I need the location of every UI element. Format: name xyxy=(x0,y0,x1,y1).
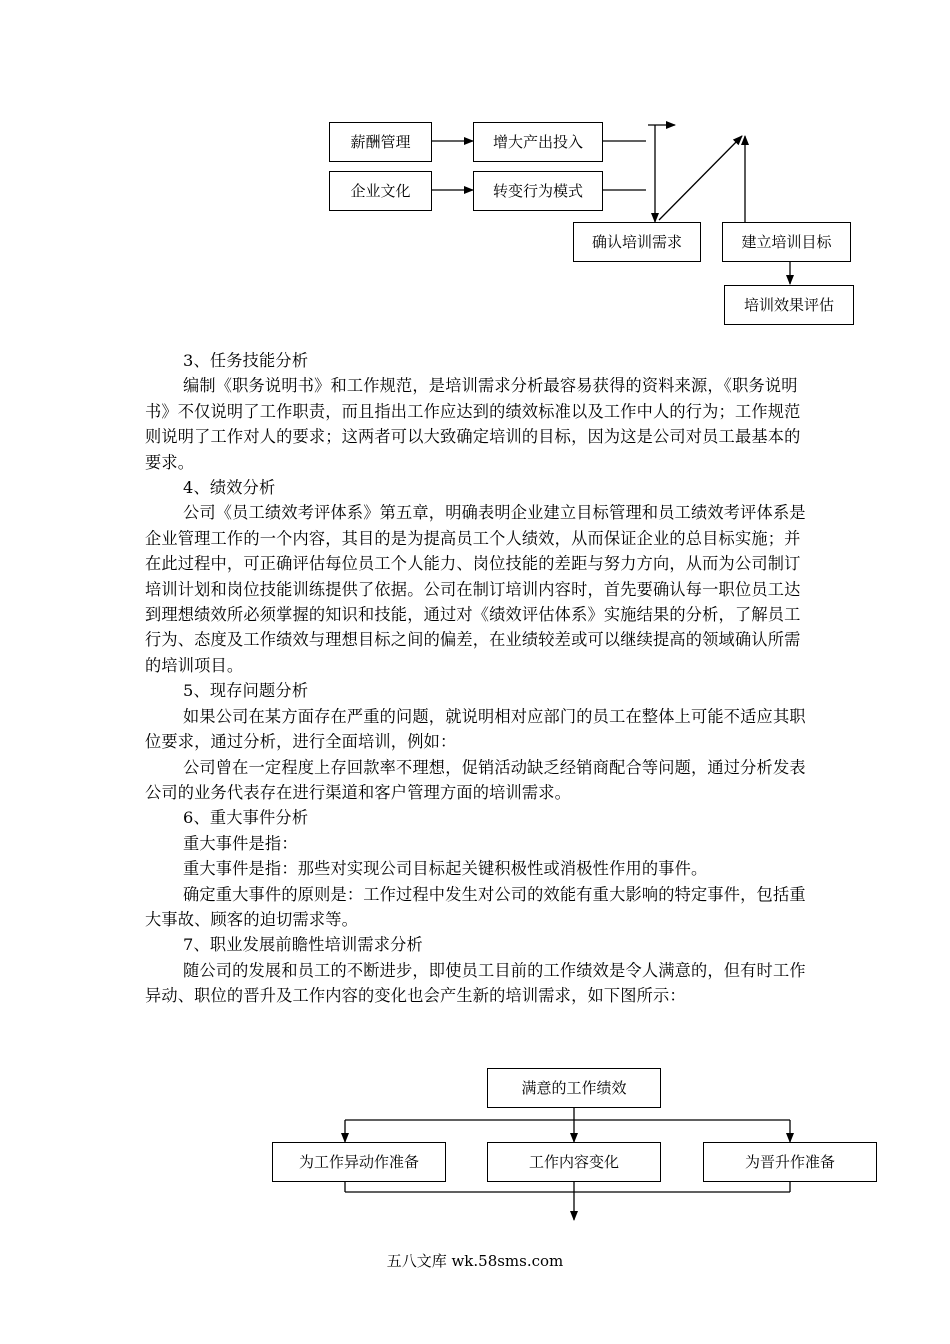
box-xinchou xyxy=(329,122,432,162)
box-job-change xyxy=(272,1142,446,1182)
box-touru xyxy=(473,122,603,162)
paragraph: 编制《职务说明书》和工作规范，是培训需求分析最容易获得的资料来源，《职务说明书》不仅说明了工作职责，而且指出工作应达到的绩效标准以及工作中人的行为；工作规范则说明了工作对人的要求；这两者可以大致确定培训的目标，因为这是公司对员工最基本的要求。 xyxy=(145,376,801,472)
heading-career: 7、职业发展前瞻性培训需求分析 xyxy=(183,935,423,955)
paragraph: 如果公司在某方面存在严重的问题，就说明相对应部门的员工在整体上可能不适应其职位要求，通过分析，进行全面培训，例如： xyxy=(145,706,806,752)
arrow-diagonal xyxy=(659,136,742,220)
paragraph: 随公司的发展和员工的不断进步，即使员工目前的工作绩效是令人满意的，但有时工作异动、职位的晋升及工作内容的变化也会产生新的培训需求，如下图所示： xyxy=(145,960,806,1006)
box-xiaoguo xyxy=(724,285,854,325)
box-mubiao-label: 建立培训目标 xyxy=(741,233,832,251)
box-xiaoguo-label: 培训效果评估 xyxy=(743,296,834,314)
box-promotion-label: 为晋升作准备 xyxy=(744,1153,835,1171)
footer-watermark: 五八文库 wk.58sms.com xyxy=(386,1252,564,1270)
paragraph: 重大事件是指：那些对实现公司目标起关键积极性或消极性作用的事件。 xyxy=(183,859,708,879)
box-xuqiu xyxy=(573,222,701,262)
heading-task-skill: 3、任务技能分析 xyxy=(183,351,309,370)
paragraph: 公司曾在一定程度上存回款率不理想，促销活动缺乏经销商配合等问题，通过分析发表公司的业务代表存在进行渠道和客户管理方面的培训需求。 xyxy=(145,757,806,802)
box-satisfied xyxy=(487,1068,661,1108)
paragraph: 公司《员工绩效考评体系》第五章，明确表明企业建立目标管理和员工绩效考评体系是企业管理工作的一个内容，其目的是为提高员工个人绩效，从而保证企业的总目标实施；并在此过程中，可正确评估每位员工个人能力、岗位技能的差距与努力方向，从而为公司制订培训计划和岗位技能训练提供了依据。公司在制订培训内容时，首先要确认每一职位员工达到理想绩效所必须掌握的知识和技能，通过对《绩效评估体系》实施结果的分析，了解员工行为、态度及工作绩效与理想目标之间的偏差，在业绩较差或可以继续提高的领域确认所需的培训项目。 xyxy=(145,503,806,675)
heading-major-events: 6、重大事件分析 xyxy=(183,808,309,828)
box-promotion xyxy=(703,1142,877,1182)
box-wenhua xyxy=(329,171,432,211)
heading-performance: 4、绩效分析 xyxy=(183,478,276,498)
box-satisfied-label: 满意的工作绩效 xyxy=(521,1079,627,1097)
body-text xyxy=(145,348,810,1009)
heading-problems: 5、现存问题分析 xyxy=(183,681,309,701)
paragraph: 确定重大事件的原则是：工作过程中发生对公司的效能有重大影响的特定事件，包括重大事故、顾客的迫切需求等。 xyxy=(145,884,806,929)
box-xinchou-label: 薪酬管理 xyxy=(350,133,411,151)
box-xingwei-label: 转变行为模式 xyxy=(492,182,583,200)
box-xingwei xyxy=(473,171,603,211)
box-content-change xyxy=(487,1142,661,1182)
box-mubiao xyxy=(722,222,851,262)
box-wenhua-label: 企业文化 xyxy=(350,182,411,200)
box-touru-label: 增大产出投入 xyxy=(492,133,583,151)
box-job-change-label: 为工作异动作准备 xyxy=(298,1153,419,1171)
paragraph: 重大事件是指： xyxy=(183,833,298,853)
box-xuqiu-label: 确认培训需求 xyxy=(591,233,682,251)
box-content-change-label: 工作内容变化 xyxy=(528,1153,619,1171)
